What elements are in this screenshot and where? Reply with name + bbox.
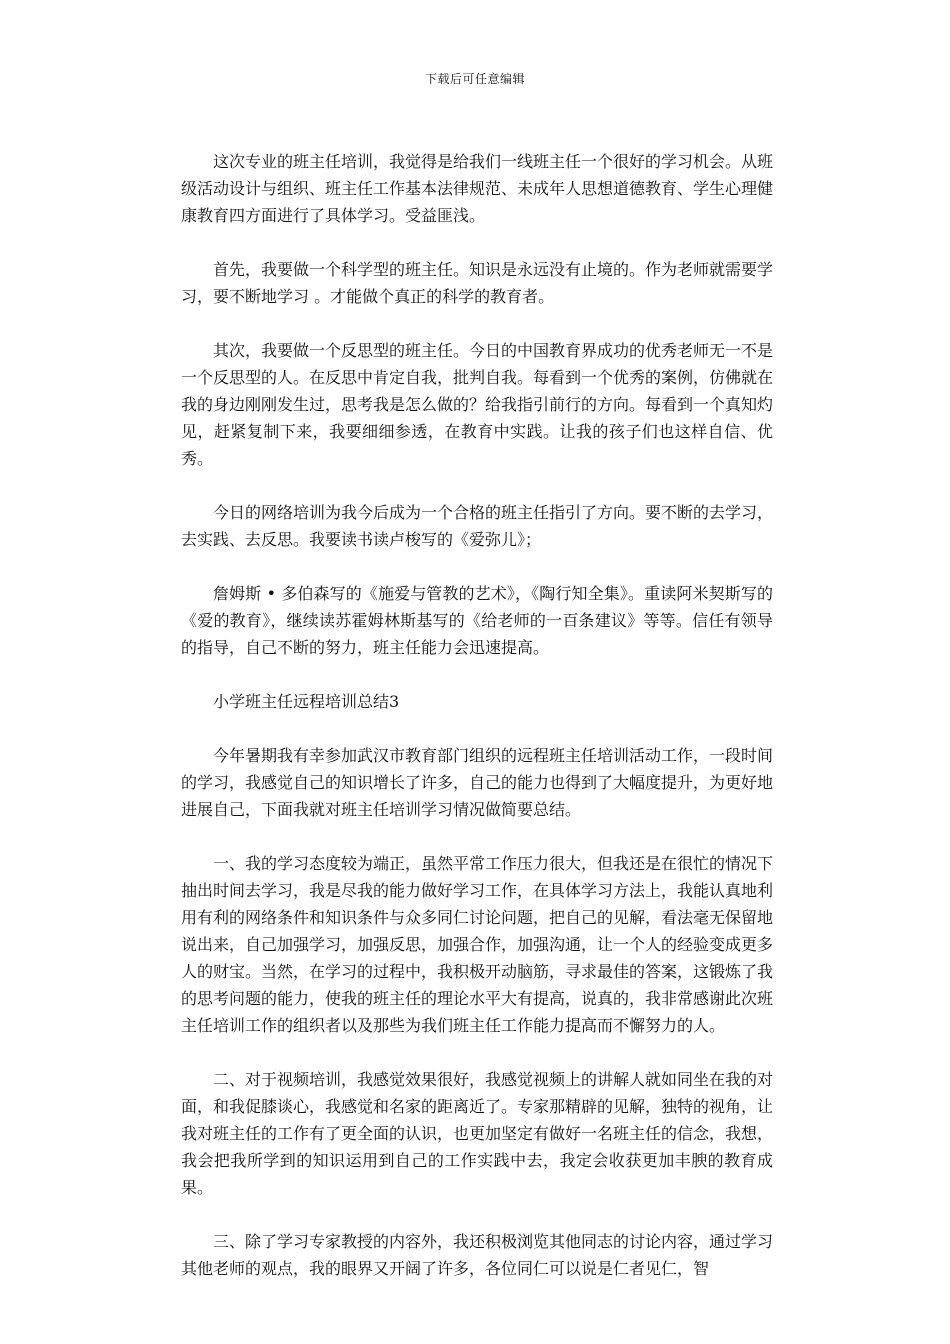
paragraph-item-one: 一、我的学习态度较为端正，虽然平常工作压力很大，但我还是在很忙的情况下抽出时间去学习，我是尽我的能力做好学习工作，在具体学习方法上，我能认真地利用有利的网络条件和知识条件与众多同仁讨论问题，把自己的见解，看法毫无保留地说出来，自己加强学习，加强反思，加强合作，加强沟通，让一个人的经验变成更多人的财宝。当然，在学习的过程中，我积极开动脑筋，寻求最佳的答案，这锻炼了我的思考问题的能力，使我的班主任的理论水平大有提高，说真的，我非常感谢此次班主任培训工作的组织者以及那些为我们班主任工作能力提高而不懈努力的人。 [181, 854, 774, 1035]
paragraph-reading-plan: 今日的网络培训为我今后成为一个合格的班主任指引了方向。要不断的去学习，去实践、去反思。我要读书读卢梭写的《爱弥儿》； [181, 503, 774, 549]
paragraph-intro: 这次专业的班主任培训，我觉得是给我们一线班主任一个很好的学习机会。从班级活动设计与组织、班主任工作基本法律规范、未成年人思想道德教育、学生心理健康教育四方面进行了具体学习。受益匪浅。 [181, 152, 774, 225]
document-body [181, 148, 773, 1309]
paragraph-second-point: 其次，我要做一个反思型的班主任。今日的中国教育界成功的优秀老师无一不是一个反思型的人。在反思中肯定自我，批判自我。每看到一个优秀的案例，仿佛就在我的身边刚刚发生过，思考我是怎么做的？给我指引前行的方向。每看到一个真知灼见，赶紧复制下来，我要细细参透，在教育中实践。让我的孩子们也这样自信、优秀。 [181, 341, 774, 468]
page-header: 下载后可任意编辑 [424, 72, 525, 86]
paragraph-summary-intro: 今年暑期我有幸参加武汉市教育部门组织的远程班主任培训活动工作，一段时间的学习，我感觉自己的知识增长了许多，自己的能力也得到了大幅度提升，为更好地进展自己，下面我就对班主任培训学习情况做简要总结。 [181, 746, 774, 819]
paragraph-item-three: 三、除了学习专家教授的内容外，我还积极浏览其他同志的讨论内容，通过学习其他老师的观点，我的眼界又开阔了许多，各位同仁可以说是仁者见仁，智 [181, 1232, 774, 1278]
paragraph-item-two: 二、对于视频培训，我感觉效果很好，我感觉视频上的讲解人就如同坐在我的对面，和我促膝谈心，我感觉和名家的距离近了。专家那精辟的见解，独特的视角，让我对班主任的工作有了更全面的认识，也更加坚定有做好一名班主任的信念，我想，我会把我所学到的知识运用到自己的工作实践中去，我定会收获更加丰腴的教育成果。 [181, 1070, 774, 1197]
section-heading: 小学班主任远程培训总结3 [213, 692, 400, 711]
paragraph-first-point: 首先，我要做一个科学型的班主任。知识是永远没有止境的。作为老师就需要学习，要不断地学习 。才能做个真正的科学的教育者。 [181, 260, 774, 306]
paragraph-reading-list: 詹姆斯 • 多伯森写的《施爱与管教的艺术》，《陶行知全集》。重读阿米契斯写的《爱的教育》，继续读苏霍姆林斯基写的《给老师的一百条建议》等等。信任有领导的指导，自己不断的努力，班主任能力会迅速提高。 [181, 584, 773, 657]
